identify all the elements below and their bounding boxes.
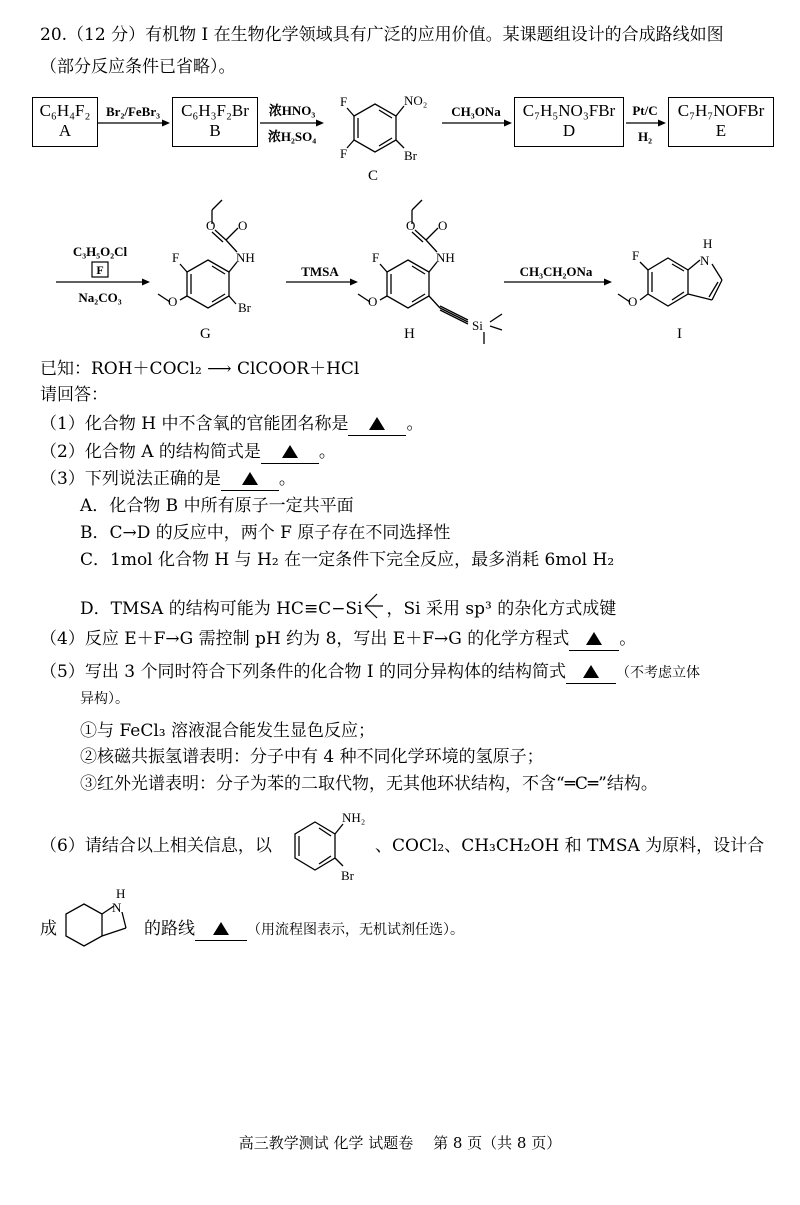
reagent-b-c-bottom: 浓H₂SO₄ bbox=[267, 129, 317, 144]
q3-option-d-rest: ，Si 采用 sp³ 的杂化方式成键 bbox=[386, 599, 617, 619]
question-stem: 有机物 I 在生物化学领域具有广泛的应用价值。某课题组设计的合成路线如图 bbox=[145, 25, 724, 45]
compound-h-nh: NH bbox=[436, 250, 455, 265]
q4-text: （4）反应 E＋F→G 需控制 pH 约为 8，写出 E＋F→G 的化学方程式 bbox=[40, 629, 570, 649]
reagent-b-c-top: 浓HNO₃ bbox=[268, 103, 316, 118]
q4-end: 。 bbox=[619, 629, 637, 649]
compound-c-label: C bbox=[368, 168, 379, 184]
compound-g-structure bbox=[158, 200, 238, 308]
q2-text: （2）化合物 A 的结构简式是 bbox=[40, 442, 261, 462]
q6-line2 bbox=[144, 918, 464, 941]
compound-h-o-methoxy: O bbox=[368, 294, 378, 309]
reagent-e-g-box: F bbox=[96, 263, 104, 277]
known-reaction: 已知：ROH＋COCl₂ ⟶ ClCOOR＋HCl bbox=[40, 359, 360, 379]
please-answer: 请回答： bbox=[40, 385, 108, 405]
q3-end: 。 bbox=[278, 469, 296, 489]
compound-c-f1: F bbox=[340, 94, 348, 109]
scheme-row2-svg bbox=[0, 190, 800, 350]
blank-triangle-icon bbox=[583, 665, 599, 678]
q4-answer-blank[interactable] bbox=[569, 628, 619, 651]
q1-end: 。 bbox=[406, 414, 424, 434]
compound-h-o-ester: O bbox=[406, 218, 416, 233]
reagent-g-h: TMSA bbox=[301, 264, 339, 279]
compound-i-n: N bbox=[700, 253, 710, 268]
blank-triangle-icon bbox=[213, 922, 229, 935]
compound-d-formula: C₇H₅NO₃FBr bbox=[522, 101, 616, 120]
q3-option-d-text: D．TMSA 的结构可能为 HC≡C−Si bbox=[80, 599, 363, 619]
q6-line2-text: 的路线 bbox=[144, 919, 195, 939]
reagent-d-e-bottom: H₂ bbox=[637, 129, 653, 144]
q2-line bbox=[40, 441, 336, 464]
reagent-e-g-bottom: Na₂CO₃ bbox=[78, 290, 122, 305]
q2-end: 。 bbox=[318, 442, 336, 462]
reagent-e-g-top: C₃H₅O₂Cl bbox=[72, 244, 128, 259]
q5-condition-3: ③红外光谱表明：分子为苯的二取代物，无其他环状结构，不含“═C═”结构。 bbox=[80, 774, 658, 794]
compound-h-si: Si bbox=[472, 318, 483, 333]
q5-note: （不考虑立体 bbox=[615, 665, 700, 681]
q6-target-n: N bbox=[112, 900, 122, 915]
q3-option-c: C．1mol 化合物 H 与 H₂ 在一定条件下完全反应，最多消耗 6mol H₂ bbox=[80, 550, 615, 570]
q6-note: （用流程图表示，无机试剂任选）。 bbox=[247, 922, 464, 938]
compound-c-f2: F bbox=[340, 146, 348, 161]
reagent-c-d: CH₃ONa bbox=[451, 104, 501, 119]
q6-nh2: NH₂ bbox=[342, 810, 366, 825]
q6-text: （6）请结合以上相关信息，以 bbox=[40, 836, 272, 856]
compound-h-f: F bbox=[372, 250, 380, 265]
page-footer: 高三教学测试 化学 试题卷 第 8 页（共 8 页） bbox=[238, 1134, 562, 1152]
compound-i-o: O bbox=[628, 294, 638, 309]
q3-option-a: A．化合物 B 中所有原子一定共平面 bbox=[80, 496, 354, 516]
compound-i-h: H bbox=[703, 236, 713, 251]
compound-a-label: A bbox=[58, 121, 72, 140]
compound-g-o-ester: O bbox=[206, 218, 216, 233]
reagent-d-e-top: Pt/C bbox=[632, 103, 658, 118]
compound-b-label: B bbox=[209, 121, 221, 140]
q5-condition-1: ①与 FeCl₃ 溶液混合能发生显色反应； bbox=[80, 721, 375, 741]
compound-i-f: F bbox=[632, 248, 640, 263]
compound-g-o-carbonyl: O bbox=[238, 218, 248, 233]
blank-triangle-icon bbox=[282, 445, 298, 458]
q5-text: （5）写出 3 个同时符合下列条件的化合物 I 的同分异构体的结构简式 bbox=[40, 662, 566, 682]
q6-text-cont: 、COCl₂、CH₃CH₂OH 和 TMSA 为原料，设计合 bbox=[375, 836, 765, 856]
q1-line bbox=[40, 413, 423, 436]
q3-text: （3）下列说法正确的是 bbox=[40, 469, 221, 489]
q1-text: （1）化合物 H 中不含氧的官能团名称是 bbox=[40, 414, 349, 434]
q5-condition-2: ②核磁共振氢谱表明：分子中有 4 种不同化学环境的氢原子； bbox=[80, 747, 544, 767]
compound-c-no2: NO₂ bbox=[404, 93, 428, 108]
compound-b-formula: C₆H₃F₂Br bbox=[181, 101, 249, 120]
compound-h-label: H bbox=[404, 326, 415, 342]
question-number: 20. bbox=[40, 25, 68, 45]
compound-e-formula: C₇H₇NOFBr bbox=[677, 101, 765, 120]
q5-line2: 异构）。 bbox=[80, 691, 129, 707]
question-points: （12 分） bbox=[67, 25, 146, 45]
q3-option-b: B．C→D 的反应中，两个 F 原子存在不同选择性 bbox=[80, 523, 451, 543]
scheme-row1-svg bbox=[0, 80, 800, 185]
q5-line bbox=[40, 661, 700, 684]
compound-h-o-carbonyl: O bbox=[438, 218, 448, 233]
compound-i-label: I bbox=[677, 326, 682, 342]
q6-target-structure bbox=[60, 886, 146, 956]
question-stem-line2: （部分反应条件已省略）。 bbox=[40, 57, 236, 77]
q6-line2-start: 成 bbox=[40, 919, 57, 939]
q2-answer-blank[interactable] bbox=[261, 441, 319, 464]
compound-g-br: Br bbox=[238, 300, 251, 315]
q6-target-h: H bbox=[116, 886, 126, 901]
compound-e-label: E bbox=[715, 121, 727, 140]
compound-g-f: F bbox=[172, 250, 180, 265]
blank-triangle-icon bbox=[586, 632, 602, 645]
compound-a-formula: C₆H₄F₂ bbox=[39, 101, 91, 120]
compound-c-structure bbox=[347, 104, 404, 152]
q3-answer-blank[interactable] bbox=[221, 468, 279, 491]
reagent-a-b: Br₂/FeBr₃ bbox=[106, 104, 160, 119]
q1-answer-blank[interactable] bbox=[348, 413, 406, 436]
reagent-h-i: CH₃CH₂ONa bbox=[519, 264, 593, 279]
q4-line bbox=[40, 628, 636, 651]
q6-br: Br bbox=[341, 868, 354, 883]
compound-g-label: G bbox=[200, 326, 211, 342]
blank-triangle-icon bbox=[242, 472, 258, 485]
q5-answer-blank[interactable] bbox=[566, 661, 616, 684]
compound-d-label: D bbox=[562, 121, 576, 140]
compound-g-o-methoxy: O bbox=[168, 294, 178, 309]
blank-triangle-icon bbox=[369, 417, 385, 430]
compound-g-nh: NH bbox=[236, 250, 255, 265]
si-methyl-bonds-icon bbox=[363, 592, 387, 622]
compound-c-br: Br bbox=[404, 148, 417, 163]
question-stem-line1 bbox=[40, 24, 724, 46]
q6-answer-blank[interactable] bbox=[195, 918, 247, 941]
q6-starting-material-structure bbox=[285, 808, 375, 888]
q3-line bbox=[40, 468, 296, 491]
q3-option-d bbox=[80, 592, 616, 622]
